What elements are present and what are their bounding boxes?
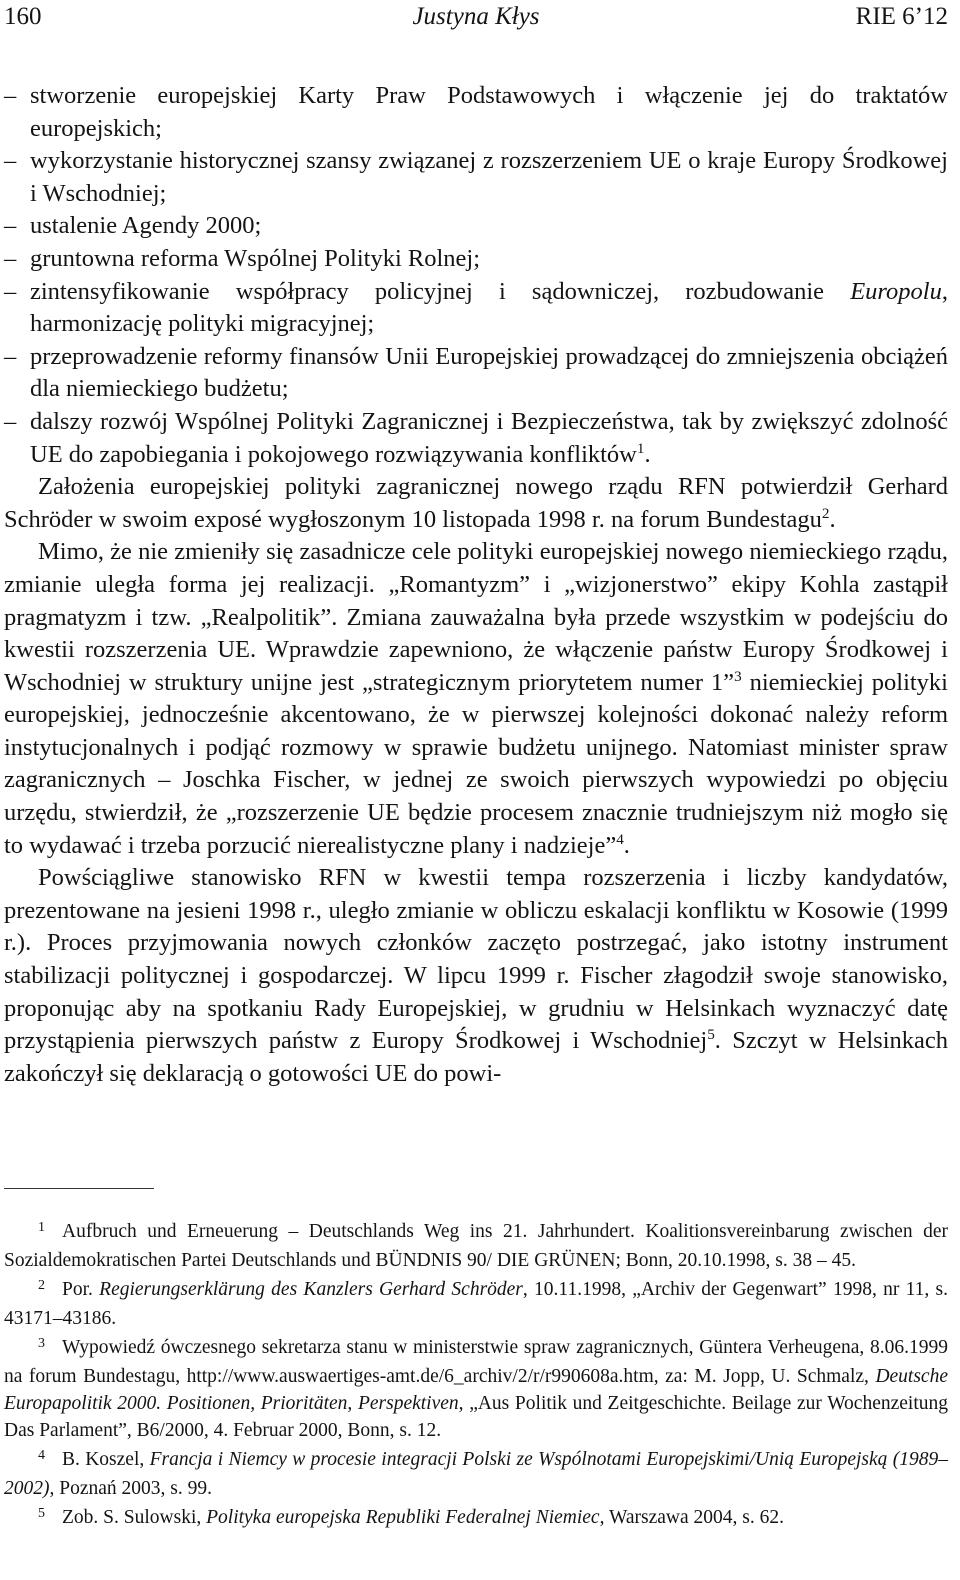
- footnote-text: Por. Regierungserklärung des Kanzlers Gerhard Schröder, 10.11.1998, „Archiv der Gegenwart” 1998, nr 11, s. 43171–43186.: [4, 1279, 948, 1329]
- dash-marker: –: [4, 244, 17, 272]
- footnote-text: B. Koszel, Francja i Niemcy w procesie integracji Polski ze Wspólnotami Europejskimi/Unią Europejską (1989–2002), Poznań 2003, s. 99.: [4, 1449, 949, 1499]
- list-item-text: wykorzystanie historycznej szansy związanej z rozszerzeniem UE o kraje Europy Środkowej i Wschodniej;: [30, 147, 948, 207]
- italic-text: Regierungserklärung des Kanzlers Gerhard Schröder: [99, 1279, 523, 1300]
- footnote-number: 5: [38, 1506, 45, 1521]
- footnotes: [4, 1218, 948, 1535]
- italic-text: Europolu: [850, 277, 942, 305]
- list-item-text: ustalenie Agendy 2000;: [30, 212, 262, 240]
- list-item: [4, 145, 948, 210]
- paragraph: Powściągliwe stanowisko RFN w kwestii tempa rozszerzenia i liczby kandydatów, prezentowane na jesieni 1998 r., uległo zmianie w obliczu eskalacji konfliktu w Kosowie (1999 r.). Proces przyjmowania nowych członków zaczęto postrzegać, jako istotny instrument stabilizacji politycznej i gospodarczej. W lipcu 1999 r. Fischer złagodził swoje stanowisko, proponując aby na spotkaniu Rady Europejskiej, w grudniu w Helsinkach wyznaczyć datę przystąpienia pierwszych państw z Europy Środkowej i Wschodniej$^5$. Szczyt w Helsinkach zakończył się deklaracją o gotowości UE do powi-: [4, 864, 948, 1087]
- list-item-text: dalszy rozwój Wspólnej Polityki Zagranicznej i Bezpieczeństwa, tak by zwiększyć zdolność UE do zapobiegania i pokojowego rozwiązywania konfliktów$^1$.: [30, 407, 948, 468]
- footnote-ref: 2: [821, 504, 830, 522]
- list-item: [4, 243, 948, 276]
- footnote: [4, 1276, 948, 1332]
- italic-text: Polityka europejska Republiki Federalnej Niemiec: [206, 1507, 600, 1528]
- dash-marker: –: [4, 407, 17, 435]
- dash-marker: –: [4, 277, 17, 305]
- list-item-text: stworzenie europejskiej Karty Praw Podstawowych i włączenie jej do traktatów europejskich;: [30, 82, 948, 142]
- list-item: [4, 210, 948, 243]
- footnote-ref: 5: [707, 1026, 715, 1044]
- paragraph: Mimo, że nie zmieniły się zasadnicze cele polityki europejskiej nowego niemieckiego rządu, zmianie uległa forma jej realizacji. „Romantyzm” i „wizjonerstwo” ekipy Kohla zastąpił pragmatyzm i tzw. „Realpolitik”. Zmiana zauważalna była przede wszystkim w podejściu do kwestii rozszerzenia UE. Wprawdzie zapewniono, że włączenie państw Europy Środkowej i Wschodniej w struktury unijne jest „strategicznym priorytetem numer 1”$^3$ niemieckiej polityki europejskiej, jednocześnie akcentowano, że w pierwszej kolejności dokonać należy reform instytucjonalnych i podjąć rozmowy w sprawie budżetu unijnego. Natomiast minister spraw zagranicznych – Joschka Fischer, w jednej ze swoich pierwszych wypowiedzi po objęciu urzędu, stwierdził, że „rozszerzenie UE będzie procesem znacznie trudniejszym niż mogło się to wydawać i trzeba porzucić nierealistyczne plany i nadzieje”$^4$.: [4, 538, 948, 859]
- footnote-ref: 3: [734, 667, 742, 685]
- list-item: [4, 276, 948, 341]
- footnote-separator: [4, 1188, 154, 1189]
- running-author: Justyna Kłys: [412, 3, 540, 30]
- footnote: [4, 1446, 948, 1502]
- paragraph: Założenia europejskiej polityki zagranicznej nowego rządu RFN potwierdził Gerhard Schröder w swoim exposé wygłoszonym 10 listopada 1998 r. na forum Bundestagu$^2$.: [4, 473, 948, 533]
- running-header: [4, 0, 948, 34]
- list-item-text: przeprowadzenie reformy finansów Unii Europejskiej prowadzącej do zmniejszenia obciążeń dla niemieckiego budżetu;: [30, 342, 948, 403]
- list-item: [4, 406, 948, 471]
- footnote-number: 1: [38, 1220, 45, 1235]
- footnote-ref: 1: [636, 439, 645, 457]
- footnote-text: Zob. S. Sulowski, Polityka europejska Republiki Federalnej Niemiec, Warszawa 2004, s. 62.: [62, 1507, 784, 1528]
- list-item-text: gruntowna reforma Wspólnej Polityki Rolnej;: [30, 244, 481, 272]
- dash-marker: –: [4, 147, 17, 175]
- footnote: [4, 1504, 948, 1533]
- bullet-list: [4, 80, 948, 471]
- footnote-number: 4: [38, 1448, 45, 1463]
- body-text: [4, 80, 948, 1090]
- page-number: 160: [4, 3, 42, 30]
- footnote: [4, 1218, 948, 1274]
- italic-text: Francja i Niemcy w procesie integracji Polski ze Wspólnotami Europejskimi/Unią Europejską (1989–2002): [4, 1449, 949, 1499]
- journal-issue: RIE 6’12: [855, 3, 948, 30]
- footnote-text: Wypowiedź ówczesnego sekretarza stanu w ministerstwie spraw zagranicznych, Güntera Verheugena, 8.06.1999 na forum Bundestagu, http://www.auswaertiges-amt.de/6_archiv/2/r/r990608a.htm, za: M. Jopp, U. Schmalz, Deutsche Europapolitik 2000. Positionen, Prioritäten, Perspektiven, „Aus Politik und Zeitgeschichte. Beilage zur Wochenzeitung Das Parlament”, B6/2000, 4. Februar 2000, Bonn, s. 12.: [4, 1337, 948, 1441]
- footnote-ref: 4: [616, 830, 624, 848]
- italic-text: Deutsche Europapolitik 2000. Positionen, Prioritäten, Perspektiven: [4, 1366, 948, 1414]
- list-item: [4, 80, 948, 145]
- list-item-text: zintensyfikowanie współpracy policyjnej i sądowniczej, rozbudowanie Europolu, harmonizację polityki migracyjnej;: [30, 277, 948, 338]
- list-item: [4, 341, 948, 406]
- footnote-number: 2: [38, 1278, 45, 1293]
- footnote: [4, 1334, 948, 1444]
- footnote-number: 3: [38, 1336, 45, 1351]
- dash-marker: –: [4, 212, 17, 240]
- dash-marker: –: [4, 82, 17, 109]
- dash-marker: –: [4, 342, 17, 370]
- footnote-text: Aufbruch und Erneuerung – Deutschlands Weg ins 21. Jahrhundert. Koalitionsvereinbarung zwischen der Sozialdemokratischen Partei Deutschlands und BÜNDNIS 90/ DIE GRÜNEN; Bonn, 20.10.1998, s. 38 – 45.: [4, 1221, 948, 1271]
